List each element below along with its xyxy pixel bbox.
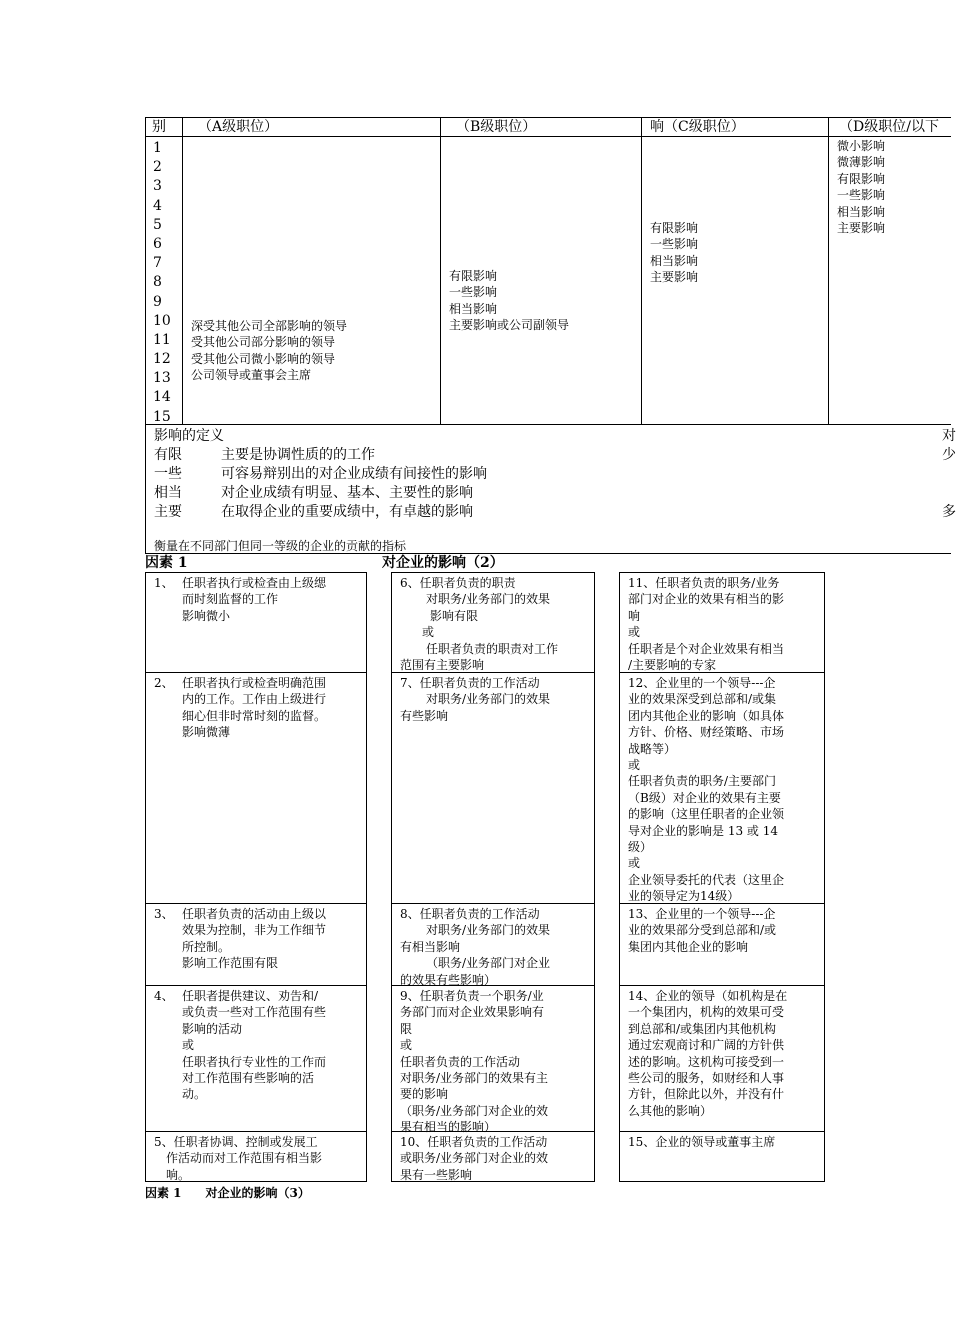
- levels-6-10-column: [391, 572, 595, 1182]
- level-number: 12: [153, 351, 171, 368]
- text-line: 对工作范围有些影响的活: [182, 1071, 315, 1086]
- header-c-level: 响（C级职位）: [650, 119, 745, 135]
- text-line: 战略等）: [628, 741, 677, 756]
- text-line: 有些影响: [400, 708, 449, 723]
- level-number: 14: [153, 389, 171, 406]
- levels-1-5-column: [145, 572, 367, 1182]
- text-line: 10、任职者负责的工作活动: [400, 1135, 548, 1149]
- level-number: 2、: [154, 676, 174, 690]
- c-level-item: 相当影响: [650, 253, 699, 268]
- b-level-item: 相当影响: [449, 301, 498, 316]
- text-line: 集团内其他企业的影响: [628, 939, 749, 954]
- text-line: 响。: [166, 1167, 191, 1182]
- text-line: 内的工作。工作由上级进行: [182, 692, 327, 707]
- level-3-cell: [146, 904, 366, 986]
- definition-desc: 对企业成绩有明显、基本、主要性的影响: [221, 485, 473, 501]
- a-level-item: 受其他公司微小影响的领导: [191, 351, 336, 366]
- text-line: 或: [628, 625, 641, 640]
- text-line: 限: [400, 1021, 413, 1036]
- d-level-item: 相当影响: [837, 204, 886, 219]
- text-line: 级）: [628, 840, 653, 855]
- level-number: 5: [153, 216, 162, 233]
- text-line: 6、任职者负责的职责: [400, 576, 516, 590]
- d-level-item: 微小影响: [837, 139, 886, 153]
- column-divider: [641, 118, 642, 424]
- level-7-cell: [392, 673, 594, 904]
- text-line: 15、企业的领导或董事主席: [628, 1135, 776, 1149]
- text-line: 到总部和/或集团内其他机构: [628, 1021, 777, 1036]
- text-line: 任职者执行专业性的工作而: [182, 1054, 327, 1069]
- text-line: 影响有限: [430, 608, 479, 623]
- text-line: 任职者执行或检查由上级缌: [182, 576, 327, 590]
- text-line: 响: [628, 608, 641, 623]
- text-line: 业的效果深受到总部和/或集: [628, 692, 777, 707]
- d-level-item: 有限影响: [837, 171, 886, 186]
- text-line: 范围有主要影响: [400, 658, 485, 673]
- level-number: 1、: [154, 576, 174, 590]
- definition-desc: 在取得企业的重要成绩中，有卓越的影响: [221, 504, 473, 520]
- text-line: 或: [628, 856, 641, 871]
- text-line: 对职务/业务部门的效果: [426, 592, 551, 607]
- level-number: 3: [153, 178, 162, 195]
- text-line: 或: [628, 758, 641, 773]
- level-number: 4: [153, 197, 162, 214]
- table-divider: [146, 424, 951, 425]
- text-line: /主要影响的专家: [628, 658, 717, 673]
- text-line: 细心但非时常时刻的监督。: [182, 708, 327, 723]
- column-divider: [828, 118, 829, 424]
- text-line: 对职务/业务部门的效果: [426, 923, 551, 938]
- level-4-cell: [146, 986, 366, 1132]
- level-8-cell: [392, 904, 594, 986]
- text-line: （职务/业务部门对企业: [426, 956, 551, 971]
- table-footnote: 衡量在不同部门但同一等级的企业的贡献的指标: [154, 539, 407, 553]
- cut-off-text: 多: [942, 504, 956, 520]
- text-line: 任职者负责的活动由上级以: [182, 907, 327, 921]
- text-line: 任职者负责的职务/主要部门: [628, 774, 777, 789]
- d-level-item: 微薄影响: [837, 155, 886, 170]
- level-number: 11: [153, 331, 171, 348]
- level-number: 8: [153, 274, 162, 291]
- definition-term: 一些: [154, 466, 182, 482]
- c-level-list: [650, 220, 698, 286]
- level-number: 10: [153, 312, 171, 329]
- header-a-level: （A级职位）: [198, 119, 279, 135]
- level-1-cell: [146, 573, 366, 673]
- text-line: 7、任职者负责的工作活动: [400, 676, 540, 690]
- section-title: 对企业的影响（2）: [382, 555, 504, 571]
- column-divider: [182, 118, 183, 424]
- a-level-item: 公司领导或董事会主席: [191, 368, 312, 383]
- text-line: 果有相当的影响）: [400, 1120, 497, 1135]
- level-11-cell: [620, 573, 824, 673]
- levels-11-15-column: [619, 572, 825, 1182]
- definition-desc: 主要是协调性质的的工作: [221, 447, 375, 463]
- text-line: 业的领导定为14级）: [628, 889, 740, 904]
- text-line: 对职务/业务部门的效果: [426, 692, 551, 707]
- text-line: 任职者是个对企业效果有相当: [628, 641, 785, 656]
- text-line: 企业领导委托的代表（这里企: [628, 872, 785, 887]
- text-line: 或: [182, 1038, 195, 1053]
- a-level-item: 深受其他公司全部影响的领导: [191, 319, 348, 333]
- level-number: 4、: [154, 989, 174, 1003]
- text-line: 有相当影响: [400, 939, 461, 954]
- header-d-level: （D级职位/以下: [839, 119, 939, 135]
- text-line: 要的影响: [400, 1087, 449, 1102]
- definitions-title: 影响的定义: [154, 428, 224, 444]
- header-divider: [146, 136, 951, 137]
- text-line: 9、任职者负责一个职务/业: [400, 989, 544, 1003]
- cut-off-text: 少: [942, 447, 956, 463]
- text-line: 些公司的服务，如财经和人事: [628, 1071, 785, 1086]
- definition-row: [154, 446, 375, 465]
- text-line: 5、任职者协调、控制或发展工: [154, 1135, 318, 1149]
- level-number: 6: [153, 235, 162, 252]
- level-number: 7: [153, 255, 162, 272]
- influence-level-table: [145, 117, 956, 554]
- text-line: 8、任职者负责的工作活动: [400, 907, 540, 921]
- cut-off-text: 对: [942, 428, 956, 444]
- text-line: 方针，但除此以外，并没有什: [628, 1087, 785, 1102]
- text-line: 导对企业的影响是 13 或 14: [628, 823, 778, 838]
- definition-term: 相当: [154, 485, 182, 501]
- a-level-item: 受其他公司部分影响的领导: [191, 335, 336, 350]
- text-line: 影响的活动: [182, 1021, 243, 1036]
- definition-term: 主要: [154, 504, 182, 520]
- column-divider: [440, 118, 441, 424]
- text-line: 或: [422, 625, 435, 640]
- text-line: 的效果有些影响）: [400, 972, 497, 987]
- definition-row: [154, 484, 473, 503]
- header-b-level: （B级职位）: [456, 119, 537, 135]
- d-level-list: [837, 138, 885, 236]
- level-number: 9: [153, 293, 162, 310]
- text-line: 果有一些影响: [400, 1167, 473, 1182]
- level-numbers: [153, 139, 171, 427]
- level-6-cell: [392, 573, 594, 673]
- text-line: 任职者负责的职责对工作: [426, 641, 559, 656]
- text-line: 务部门而对企业效果影响有: [400, 1005, 545, 1020]
- level-9-cell: [392, 986, 594, 1135]
- factor-title: 因素 1: [145, 555, 188, 571]
- definition-row: [154, 503, 473, 522]
- b-level-item: 一些影响: [449, 285, 498, 300]
- level-12-cell: [620, 673, 824, 904]
- text-line: 或职务/业务部门对企业的效: [400, 1151, 549, 1166]
- b-level-list: [449, 268, 569, 334]
- text-line: 通过宏观商讨和广阔的方针供: [628, 1038, 785, 1053]
- definition-desc: 可容易辩别出的对企业成绩有间接性的影响: [221, 466, 487, 482]
- level-number: 1: [153, 140, 162, 156]
- text-line: 14、企业的领导（如机构是在: [628, 989, 788, 1003]
- text-line: 动。: [182, 1087, 207, 1102]
- text-line: 所控制。: [182, 939, 231, 954]
- c-level-item: 一些影响: [650, 237, 699, 252]
- text-line: 影响微小: [182, 608, 231, 623]
- text-line: 影响工作范围有限: [182, 956, 279, 971]
- level-15-cell: [620, 1132, 824, 1183]
- level-number: 13: [153, 370, 171, 387]
- factor-footer-label: 因素 1 对企业的影响（3）: [145, 1186, 310, 1200]
- text-line: 作活动而对工作范围有相当影: [166, 1151, 323, 1166]
- text-line: （职务/业务部门对企业的效: [400, 1103, 549, 1118]
- text-line: （B级）对企业的效果有主要: [628, 790, 781, 805]
- d-level-item: 一些影响: [837, 188, 886, 203]
- a-level-list: [191, 318, 347, 384]
- level-5-cell: [146, 1132, 366, 1183]
- text-line: 一个集团内，机构的效果可受: [628, 1005, 785, 1020]
- text-line: 效果为控制，非为工作细节: [182, 923, 327, 938]
- text-line: 或: [400, 1038, 413, 1053]
- d-level-item: 主要影响: [837, 221, 886, 236]
- text-line: 的影响（这里任职者的企业领: [628, 807, 785, 822]
- text-line: 影响微薄: [182, 725, 231, 740]
- level-14-cell: [620, 986, 824, 1132]
- text-line: 方针、价格、财经策略、市场: [628, 725, 785, 740]
- text-line: 述的影响。这机构可接受到一: [628, 1054, 785, 1069]
- text-line: 任职者执行或检查明确范围: [182, 676, 327, 690]
- header-level: 别: [152, 119, 166, 135]
- level-number: 3、: [154, 907, 174, 921]
- text-line: 任职者提供建议、劝告和/: [182, 989, 319, 1003]
- text-line: 任职者负责的工作活动: [400, 1054, 521, 1069]
- text-line: 13、企业里的一个领导---企: [628, 907, 776, 921]
- text-line: 12、企业里的一个领导---企: [628, 676, 776, 690]
- text-line: 或负责一些对工作范围有些: [182, 1005, 327, 1020]
- text-line: 11、任职者负责的职务/业务: [628, 576, 780, 590]
- definition-term: 有限: [154, 447, 182, 463]
- level-number: 2: [153, 159, 162, 176]
- text-line: 对职务/业务部门的效果有主: [400, 1071, 549, 1086]
- definition-row: [154, 465, 487, 484]
- text-line: 部门对企业的效果有相当的影: [628, 592, 785, 607]
- text-line: 么其他的影响）: [628, 1103, 713, 1118]
- text-line: 团内其他企业的影响（如具体: [628, 708, 785, 723]
- text-line: 而时刻监督的工作: [182, 592, 279, 607]
- level-10-cell: [392, 1132, 594, 1183]
- text-line: 业的效果部分受到总部和/或: [628, 923, 777, 938]
- level-number: 15: [153, 408, 171, 425]
- c-level-item: 主要影响: [650, 270, 699, 285]
- b-level-item: 有限影响: [449, 269, 498, 283]
- level-13-cell: [620, 904, 824, 986]
- b-level-item: 主要影响或公司副领导: [449, 318, 570, 333]
- level-2-cell: [146, 673, 366, 904]
- c-level-item: 有限影响: [650, 221, 699, 235]
